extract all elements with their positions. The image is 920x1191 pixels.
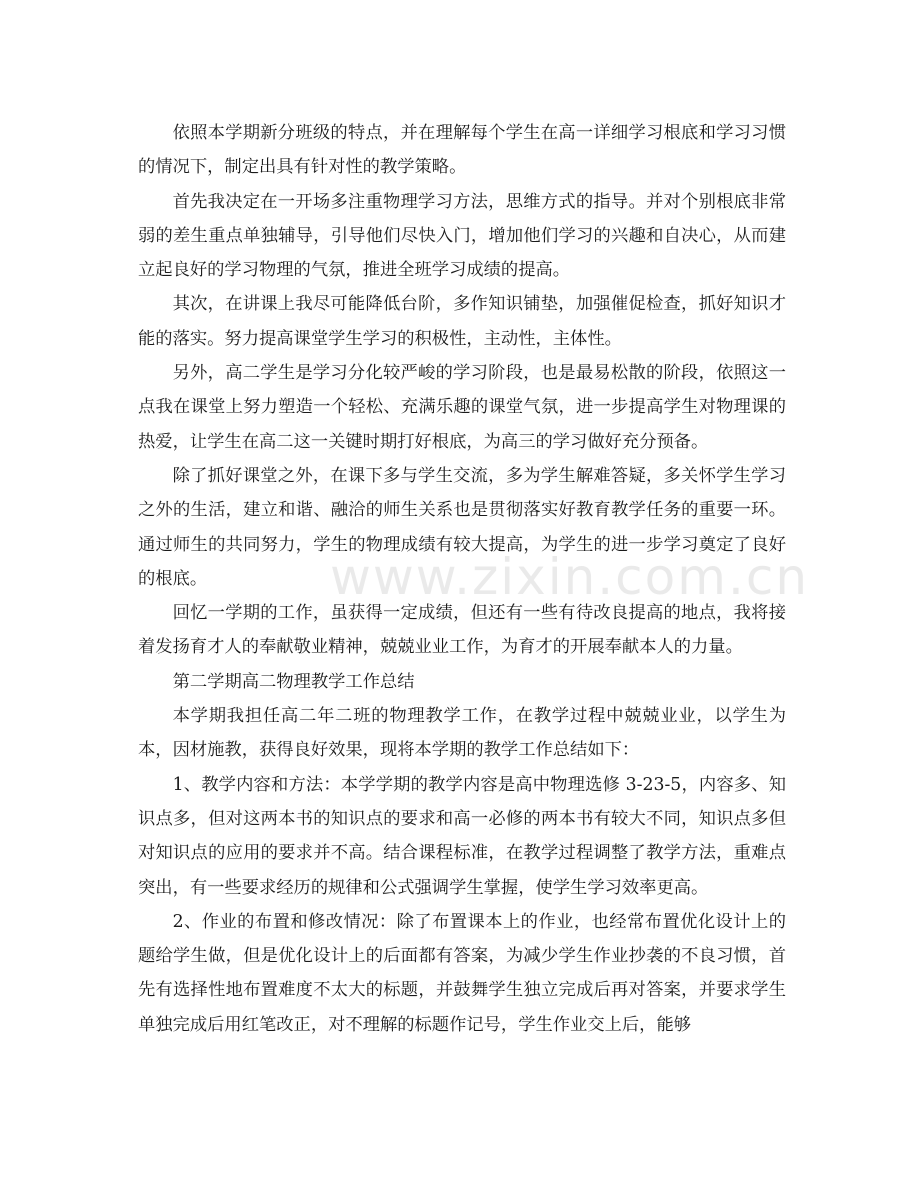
watermark-text: www.zixin.com.cn bbox=[330, 548, 810, 606]
paragraph-2: 首先我决定在一开场多注重物理学习方法，思维方式的指导。并对个别根底非常弱的差生重点单独辅导，引导他们尽快入门，增加他们学习的兴趣和自决心，从而建立起良好的学习物理的气氛，推进全班学习成绩的提高。 bbox=[138, 191, 786, 281]
document-body bbox=[138, 116, 786, 1042]
paragraph-9: 1、教学内容和方法：本学学期的教学内容是高中物理选修 3-23-5，内容多、知识点多，但对这两本书的知识点的要求和高一必修的两本书有较大不同，知识点多但对知识点的应用的要求并不高。结合课程标准，在教学过程调整了教学方法，重难点突出，有一些要求经历的规律和公式强调学生掌握，使学生学习效率更高。 bbox=[138, 774, 786, 898]
paragraph-8: 本学期我担任高二年二班的物理教学工作，在教学过程中兢兢业业，以学生为本，因材施教，获得良好效果，现将本学期的教学工作总结如下： bbox=[138, 706, 786, 761]
paragraph-3: 其次，在讲课上我尽可能降低台阶，多作知识铺垫，加强催促检查，抓好知识才能的落实。努力提高课堂学生学习的积极性，主动性，主体性。 bbox=[138, 294, 786, 349]
paragraph-4: 另外，高二学生是学习分化较严峻的学习阶段，也是最易松散的阶段，依照这一点我在课堂上努力塑造一个轻松、充满乐趣的课堂气氛，进一步提高学生对物理课的热爱，让学生在高二这一关键时期打好根底，为高三的学习做好充分预备。 bbox=[138, 363, 786, 452]
paragraph-1: 依照本学期新分班级的特点，并在理解每个学生在高一详细学习根底和学习习惯的情况下，制定出具有针对性的教学策略。 bbox=[138, 123, 786, 178]
paragraph-6: 回忆一学期的工作，虽获得一定成绩，但还有一些有待改良提高的地点，我将接着发扬育才人的奉献敬业精神，兢兢业业工作，为育才的开展奉献本人的力量。 bbox=[138, 603, 786, 658]
paragraph-10: 2、作业的布置和修改情况：除了布置课本上的作业，也经常布置优化设计上的题给学生做，但是优化设计上的后面都有答案，为减少学生作业抄袭的不良习惯，首先有选择性地布置难度不太大的标题，并鼓舞学生独立完成后再对答案，并要求学生单独完成后用红笔改正，对不理解的标题作记号，学生作业交上后，能够 bbox=[138, 911, 786, 1035]
section-heading: 第二学期高二物理教学工作总结 bbox=[172, 671, 415, 692]
paragraph-5: 除了抓好课堂之外，在课下多与学生交流，多为学生解难答疑，多关怀学生学习之外的生活，建立和谐、融洽的师生关系也是贯彻落实好教育教学任务的重要一环。通过师生的共同努力，学生的物理成绩有较大提高，为学生的进一步学习奠定了良好的根底。 bbox=[138, 465, 786, 589]
